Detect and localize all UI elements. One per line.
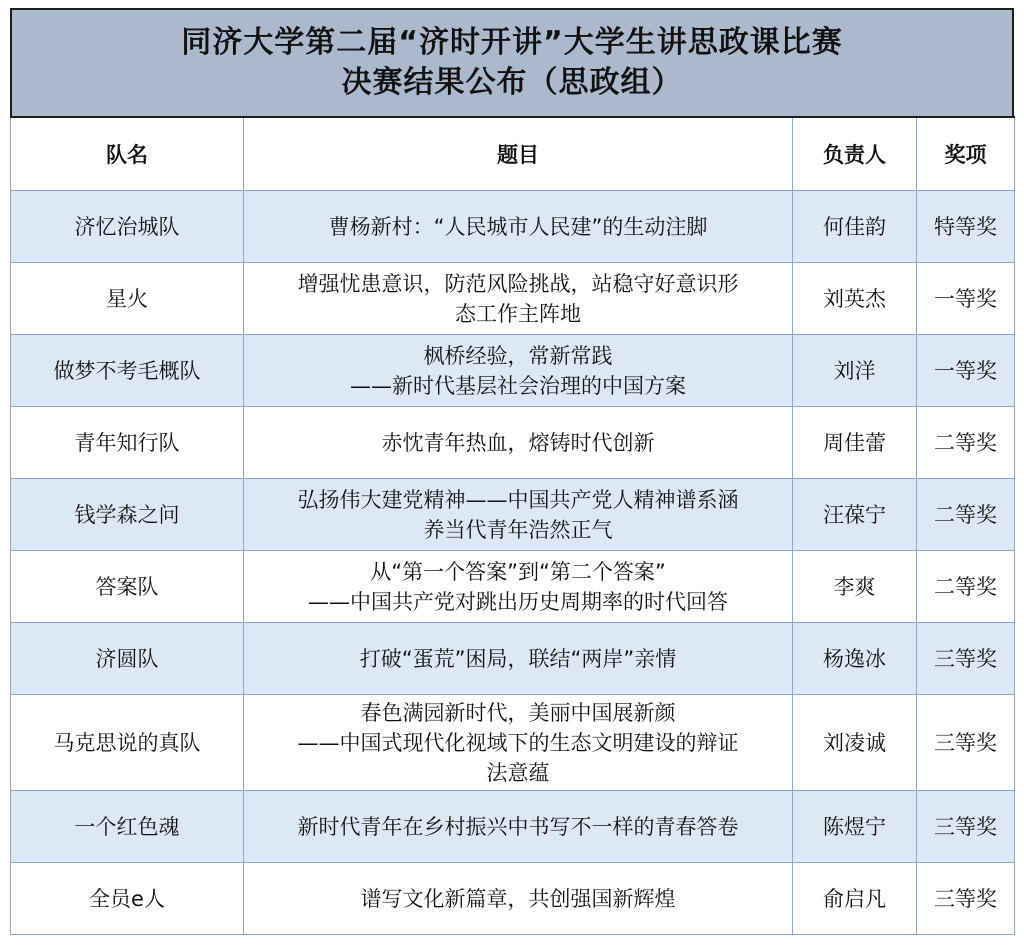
topic-cell	[244, 479, 793, 551]
team-name-cell: 青年知行队	[11, 407, 244, 479]
team-name-cell: 做梦不考毛概队	[11, 335, 244, 407]
leader-cell: 刘洋	[793, 335, 917, 407]
topic-cell	[244, 623, 793, 695]
topic-line: 谱写文化新篇章，共创强国新辉煌	[360, 886, 676, 911]
page-title: 同济大学第二届“济时开讲”大学生讲思政课比赛	[181, 25, 843, 60]
leader-cell: 陈煜宁	[793, 791, 917, 863]
results-sheet	[10, 8, 1014, 935]
team-name-cell: 一个红色魂	[11, 791, 244, 863]
topic-cell	[244, 551, 793, 623]
award-cell: 二等奖	[917, 407, 1015, 479]
topic-line: 法意蕴	[486, 760, 550, 785]
topic-cell	[244, 191, 793, 263]
topic-cell	[244, 863, 793, 935]
team-name-cell: 全员e人	[11, 863, 244, 935]
award-cell: 三等奖	[917, 863, 1015, 935]
topic-cell	[244, 695, 793, 791]
table-row	[11, 263, 1015, 335]
leader-cell: 杨逸冰	[793, 623, 917, 695]
table-row	[11, 191, 1015, 263]
page-subtitle: 决赛结果公布（思政组）	[341, 65, 683, 100]
topic-line: ——中国式现代化视域下的生态文明建设的辩证	[297, 730, 739, 755]
award-cell: 三等奖	[917, 623, 1015, 695]
topic-line: 养当代青年浩然正气	[423, 517, 613, 542]
table-row	[11, 863, 1015, 935]
award-cell: 二等奖	[917, 479, 1015, 551]
topic-line: ——中国共产党对跳出历史周期率的时代回答	[308, 589, 728, 614]
topic-line: 春色满园新时代，美丽中国展新颜	[360, 700, 676, 725]
leader-cell: 何佳韵	[793, 191, 917, 263]
column-header-leader: 负责人	[793, 117, 917, 191]
topic-line: 从“第一个答案”到“第二个答案”	[370, 559, 666, 584]
table-row	[11, 479, 1015, 551]
column-header-award: 奖项	[917, 117, 1015, 191]
leader-cell: 俞启凡	[793, 863, 917, 935]
award-cell: 一等奖	[917, 335, 1015, 407]
team-name-cell: 济忆治城队	[11, 191, 244, 263]
column-header-team: 队名	[11, 117, 244, 191]
leader-cell: 李爽	[793, 551, 917, 623]
leader-cell: 周佳蕾	[793, 407, 917, 479]
topic-cell	[244, 335, 793, 407]
title-banner	[10, 8, 1014, 116]
team-name-cell: 济圆队	[11, 623, 244, 695]
table-header-row	[11, 117, 1015, 191]
team-name-cell: 星火	[11, 263, 244, 335]
award-cell: 特等奖	[917, 191, 1015, 263]
award-cell: 二等奖	[917, 551, 1015, 623]
table-row	[11, 407, 1015, 479]
table-row	[11, 695, 1015, 791]
team-name-cell: 钱学森之问	[11, 479, 244, 551]
award-cell: 三等奖	[917, 791, 1015, 863]
table-row	[11, 335, 1015, 407]
topic-cell	[244, 791, 793, 863]
topic-line: 打破“蛋荒”困局，联结“两岸”亲情	[359, 646, 677, 671]
topic-cell	[244, 263, 793, 335]
table-row	[11, 551, 1015, 623]
leader-cell: 汪葆宁	[793, 479, 917, 551]
leader-cell: 刘凌诚	[793, 695, 917, 791]
topic-line: 曹杨新村：“人民城市人民建”的生动注脚	[328, 214, 708, 239]
topic-line: 态工作主阵地	[455, 301, 581, 326]
topic-line: 枫桥经验，常新常践	[423, 343, 613, 368]
team-name-cell: 答案队	[11, 551, 244, 623]
column-header-topic: 题目	[244, 117, 793, 191]
table-row	[11, 791, 1015, 863]
topic-line: 赤忱青年热血，熔铸时代创新	[381, 430, 655, 455]
topic-line: 新时代青年在乡村振兴中书写不一样的青春答卷	[297, 814, 739, 839]
award-cell: 一等奖	[917, 263, 1015, 335]
leader-cell: 刘英杰	[793, 263, 917, 335]
award-cell: 三等奖	[917, 695, 1015, 791]
table-row	[11, 623, 1015, 695]
topic-line: ——新时代基层社会治理的中国方案	[350, 373, 686, 398]
topic-line: 增强忧患意识，防范风险挑战，站稳守好意识形	[297, 271, 739, 296]
team-name-cell: 马克思说的真队	[11, 695, 244, 791]
results-table	[10, 116, 1015, 935]
topic-cell	[244, 407, 793, 479]
topic-line: 弘扬伟大建党精神——中国共产党人精神谱系涵	[297, 487, 739, 512]
table-body	[11, 191, 1015, 935]
